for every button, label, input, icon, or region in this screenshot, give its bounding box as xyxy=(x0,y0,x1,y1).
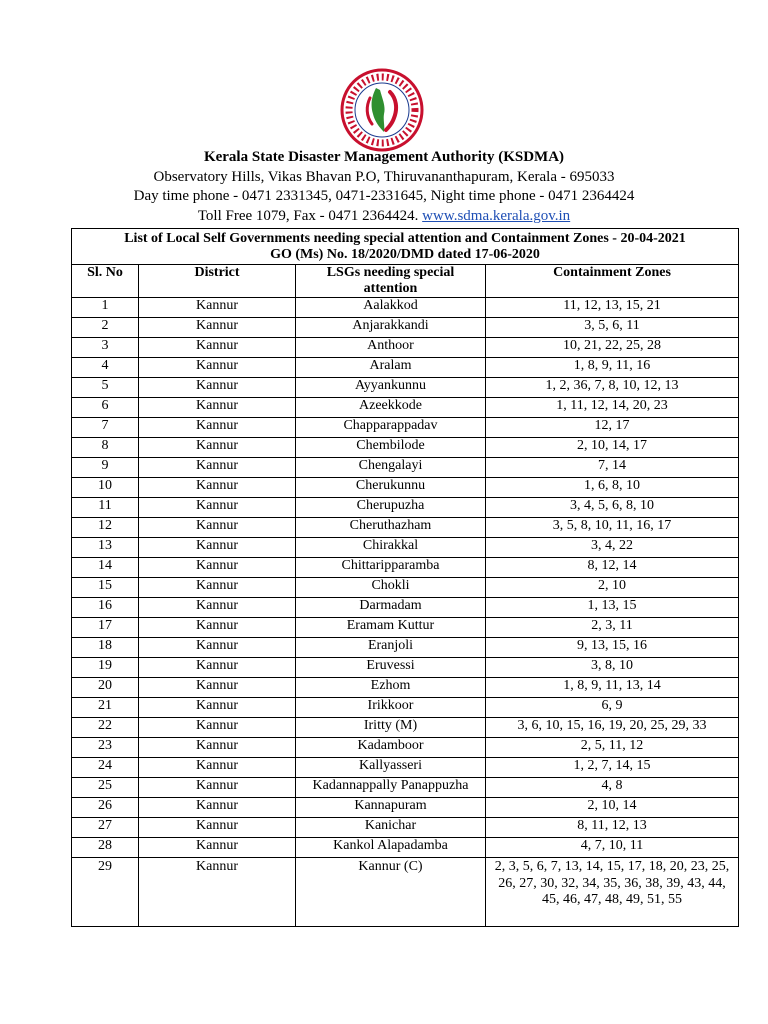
district-cell: Kannur xyxy=(139,718,296,738)
sl-no-cell: 20 xyxy=(72,678,139,698)
district-cell: Kannur xyxy=(139,638,296,658)
sl-no-cell: 5 xyxy=(72,378,139,398)
sl-no-cell: 7 xyxy=(72,418,139,438)
lsg-cell: Eranjoli xyxy=(296,638,486,658)
containment-zones-cell: 2, 10 xyxy=(486,578,739,598)
lsg-cell: Anthoor xyxy=(296,338,486,358)
lsg-cell: Azeekkode xyxy=(296,398,486,418)
lsg-cell: Eruvessi xyxy=(296,658,486,678)
sl-no-cell: 28 xyxy=(72,838,139,858)
containment-zones-cell: 3, 4, 22 xyxy=(486,538,739,558)
district-cell: Kannur xyxy=(139,658,296,678)
containment-zones-cell: 4, 8 xyxy=(486,778,739,798)
district-cell: Kannur xyxy=(139,418,296,438)
sl-no-cell: 23 xyxy=(72,738,139,758)
lsg-cell: Kadamboor xyxy=(296,738,486,758)
table-row xyxy=(72,578,739,598)
table-row xyxy=(72,758,739,778)
containment-zones-cell: 1, 8, 9, 11, 13, 14 xyxy=(486,678,739,698)
website-link[interactable]: www.sdma.kerala.gov.in xyxy=(422,207,571,224)
table-row xyxy=(72,678,739,698)
lsg-cell: Ezhom xyxy=(296,678,486,698)
lsg-cell: Iritty (M) xyxy=(296,718,486,738)
table-title-line1: List of Local Self Governments needing special attention and Containment Zones - 20-04-2021 xyxy=(124,231,686,246)
table-row xyxy=(72,558,739,578)
tollfree-fax xyxy=(0,207,768,227)
district-cell: Kannur xyxy=(139,498,296,518)
containment-zones-cell: 1, 2, 7, 14, 15 xyxy=(486,758,739,778)
district-cell: Kannur xyxy=(139,578,296,598)
district-cell: Kannur xyxy=(139,858,296,927)
table-row xyxy=(72,658,739,678)
lsg-cell: Aralam xyxy=(296,358,486,378)
sl-no-cell: 25 xyxy=(72,778,139,798)
lsg-cell: Aalakkod xyxy=(296,298,486,318)
lsg-cell: Kadannappally Panappuzha xyxy=(296,778,486,798)
table-row xyxy=(72,598,739,618)
sl-no-cell: 11 xyxy=(72,498,139,518)
organization-name: Kerala State Disaster Management Authority (KSDMA) xyxy=(203,149,565,165)
containment-zones-cell: 2, 3, 11 xyxy=(486,618,739,638)
sl-no-cell: 13 xyxy=(72,538,139,558)
table-row xyxy=(72,498,739,518)
containment-zones-cell: 2, 3, 5, 6, 7, 13, 14, 15, 17, 18, 20, 23, 25, 26, 27, 30, 32, 34, 35, 36, 38, 39, 43, 44, 45, 46, 47, 48, 49, 51, 55 xyxy=(486,858,739,927)
table-row xyxy=(72,458,739,478)
lsg-cell: Ayyankunnu xyxy=(296,378,486,398)
table-row xyxy=(72,798,739,818)
district-cell: Kannur xyxy=(139,678,296,698)
district-cell: Kannur xyxy=(139,738,296,758)
lsg-cell: Chittaripparamba xyxy=(296,558,486,578)
lsg-cell: Kallyasseri xyxy=(296,758,486,778)
table-row xyxy=(72,398,739,418)
containment-zones-cell: 1, 8, 9, 11, 16 xyxy=(486,358,739,378)
sl-no-cell: 6 xyxy=(72,398,139,418)
lsg-cell: Cheruthazham xyxy=(296,518,486,538)
table-row xyxy=(72,338,739,358)
sl-no-cell: 1 xyxy=(72,298,139,318)
sl-no-cell: 26 xyxy=(72,798,139,818)
lsg-cell: Chokli xyxy=(296,578,486,598)
district-cell: Kannur xyxy=(139,758,296,778)
district-cell: Kannur xyxy=(139,618,296,638)
containment-zones-cell: 12, 17 xyxy=(486,418,739,438)
table-row xyxy=(72,438,739,458)
sl-no-cell: 16 xyxy=(72,598,139,618)
table-row xyxy=(72,518,739,538)
table-row xyxy=(72,718,739,738)
district-cell: Kannur xyxy=(139,518,296,538)
containment-zones-table xyxy=(71,228,739,927)
table-row xyxy=(72,358,739,378)
containment-zones-cell: 1, 11, 12, 14, 20, 23 xyxy=(486,398,739,418)
district-cell: Kannur xyxy=(139,798,296,818)
lsg-cell: Chengalayi xyxy=(296,458,486,478)
containment-zones-cell: 7, 14 xyxy=(486,458,739,478)
table-row xyxy=(72,318,739,338)
containment-zones-cell: 11, 12, 13, 15, 21 xyxy=(486,298,739,318)
lsg-cell: Chirakkal xyxy=(296,538,486,558)
lsg-cell: Eramam Kuttur xyxy=(296,618,486,638)
table-row xyxy=(72,418,739,438)
table-row xyxy=(72,778,739,798)
sl-no-cell: 12 xyxy=(72,518,139,538)
table-row xyxy=(72,618,739,638)
sl-no-cell: 2 xyxy=(72,318,139,338)
lsg-cell: Kannapuram xyxy=(296,798,486,818)
sl-no-cell: 24 xyxy=(72,758,139,778)
table-row xyxy=(72,638,739,658)
containment-zones-cell: 8, 11, 12, 13 xyxy=(486,818,739,838)
column-header-district: District xyxy=(139,265,296,298)
containment-zones-cell: 3, 5, 8, 10, 11, 16, 17 xyxy=(486,518,739,538)
tollfree-text: Toll Free 1079, Fax - 0471 2364424. xyxy=(197,207,419,224)
containment-zones-cell: 1, 2, 36, 7, 8, 10, 12, 13 xyxy=(486,378,739,398)
containment-zones-cell: 3, 4, 5, 6, 8, 10 xyxy=(486,498,739,518)
containment-zones-cell: 3, 5, 6, 11 xyxy=(486,318,739,338)
table-row xyxy=(72,698,739,718)
phone-numbers: Day time phone - 0471 2331345, 0471-2331645, Night time phone - 0471 2364424 xyxy=(133,188,635,204)
table-row xyxy=(72,738,739,758)
containment-zones-cell: 4, 7, 10, 11 xyxy=(486,838,739,858)
district-cell: Kannur xyxy=(139,558,296,578)
column-header-sl-no: Sl. No xyxy=(72,265,139,298)
containment-zones-cell: 2, 10, 14, 17 xyxy=(486,438,739,458)
lsg-cell: Anjarakkandi xyxy=(296,318,486,338)
district-cell: Kannur xyxy=(139,438,296,458)
lsg-cell: Irikkoor xyxy=(296,698,486,718)
containment-zones-cell: 3, 6, 10, 15, 16, 19, 20, 25, 29, 33 xyxy=(486,718,739,738)
district-cell: Kannur xyxy=(139,358,296,378)
column-header-containment-zones: Containment Zones xyxy=(486,265,739,298)
table-row xyxy=(72,478,739,498)
sl-no-cell: 3 xyxy=(72,338,139,358)
lsg-cell: Kannur (C) xyxy=(296,858,486,927)
district-cell: Kannur xyxy=(139,298,296,318)
sl-no-cell: 14 xyxy=(72,558,139,578)
district-cell: Kannur xyxy=(139,698,296,718)
sl-no-cell: 18 xyxy=(72,638,139,658)
containment-zones-cell: 2, 5, 11, 12 xyxy=(486,738,739,758)
sl-no-cell: 22 xyxy=(72,718,139,738)
lsg-cell: Cherupuzha xyxy=(296,498,486,518)
lsg-cell: Darmadam xyxy=(296,598,486,618)
lsg-cell: Chapparappadav xyxy=(296,418,486,438)
district-cell: Kannur xyxy=(139,778,296,798)
table-title-line2: GO (Ms) No. 18/2020/DMD dated 17-06-2020 xyxy=(270,247,540,262)
district-cell: Kannur xyxy=(139,838,296,858)
sl-no-cell: 21 xyxy=(72,698,139,718)
sl-no-cell: 19 xyxy=(72,658,139,678)
sl-no-cell: 17 xyxy=(72,618,139,638)
district-cell: Kannur xyxy=(139,318,296,338)
table-row xyxy=(72,818,739,838)
containment-zones-cell: 6, 9 xyxy=(486,698,739,718)
district-cell: Kannur xyxy=(139,458,296,478)
district-cell: Kannur xyxy=(139,378,296,398)
address: Observatory Hills, Vikas Bhavan P.O, Thiruvananthapuram, Kerala - 695033 xyxy=(153,168,615,185)
lsg-cell: Chembilode xyxy=(296,438,486,458)
containment-zones-cell: 9, 13, 15, 16 xyxy=(486,638,739,658)
sl-no-cell: 15 xyxy=(72,578,139,598)
containment-zones-cell: 8, 12, 14 xyxy=(486,558,739,578)
sl-no-cell: 27 xyxy=(72,818,139,838)
district-cell: Kannur xyxy=(139,398,296,418)
table-row xyxy=(72,538,739,558)
sl-no-cell: 8 xyxy=(72,438,139,458)
containment-zones-cell: 3, 8, 10 xyxy=(486,658,739,678)
column-header-lsg: LSGs needing special attention xyxy=(296,265,486,298)
table-row xyxy=(72,378,739,398)
district-cell: Kannur xyxy=(139,598,296,618)
sl-no-cell: 10 xyxy=(72,478,139,498)
lsg-cell: Kankol Alapadamba xyxy=(296,838,486,858)
table-row xyxy=(72,838,739,858)
district-cell: Kannur xyxy=(139,538,296,558)
ksdma-logo-icon xyxy=(340,68,424,152)
containment-zones-cell: 2, 10, 14 xyxy=(486,798,739,818)
table-row xyxy=(72,858,739,927)
lsg-cell: Kanichar xyxy=(296,818,486,838)
letterhead xyxy=(0,148,768,226)
containment-zones-cell: 10, 21, 22, 25, 28 xyxy=(486,338,739,358)
sl-no-cell: 29 xyxy=(72,858,139,927)
containment-zones-cell: 1, 6, 8, 10 xyxy=(486,478,739,498)
district-cell: Kannur xyxy=(139,478,296,498)
sl-no-cell: 4 xyxy=(72,358,139,378)
table-title xyxy=(72,229,739,265)
district-cell: Kannur xyxy=(139,338,296,358)
sl-no-cell: 9 xyxy=(72,458,139,478)
district-cell: Kannur xyxy=(139,818,296,838)
containment-zones-cell: 1, 13, 15 xyxy=(486,598,739,618)
table-row xyxy=(72,298,739,318)
lsg-cell: Cherukunnu xyxy=(296,478,486,498)
